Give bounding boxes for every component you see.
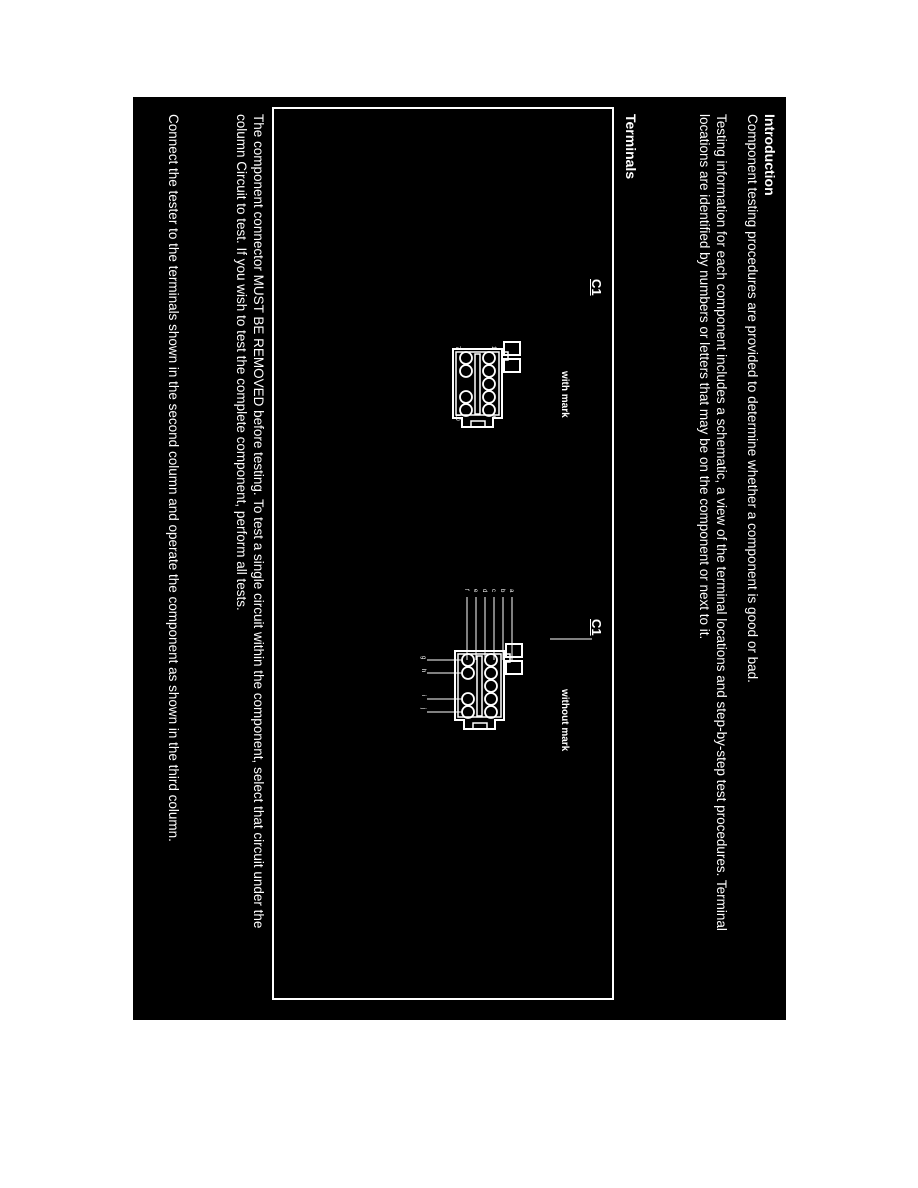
pin-label-b: b xyxy=(499,589,505,593)
caption-with-mark: with mark xyxy=(559,371,570,418)
page-content xyxy=(133,97,786,1020)
testing-info-line-1: Testing information for each component includes a schematic, a view of the terminal locations and step-by-step test procedures. Terminal xyxy=(714,114,729,931)
pin-label-j: j xyxy=(420,708,426,710)
upper-pin-leaders xyxy=(456,589,516,639)
notice-line-1: The component connector MUST BE REMOVED before testing. To test a single circuit within the component, select that circuit under the xyxy=(251,114,266,929)
pin-label-7: 7 xyxy=(454,346,460,350)
testing-info-line-2: locations are identified by numbers or letters that may be on the component or next to it. xyxy=(697,114,712,640)
pin-label-d: d xyxy=(481,589,487,593)
pin-label-a: a xyxy=(508,589,514,593)
terminals-heading: Terminals xyxy=(623,114,639,180)
pin-label-10: 10 xyxy=(454,414,460,421)
pin-label-e: e xyxy=(472,589,478,593)
manual-page xyxy=(133,97,786,1020)
caption-without-mark: without mark xyxy=(559,689,570,752)
connector-with-mark-diagram xyxy=(450,342,560,452)
pin-label-f: f xyxy=(463,589,469,591)
terminals-panel xyxy=(272,107,614,1000)
pin-label-i: i xyxy=(420,695,426,697)
introduction-text: Component testing procedures are provided to determine whether a component is good or bad. xyxy=(745,114,760,683)
introduction-heading: Introduction xyxy=(762,114,778,196)
connect-instruction: Connect the tester to the terminals shown in the second column and operate the component as shown in the third column. xyxy=(166,114,181,842)
pin-label-h: h xyxy=(420,669,426,673)
notice-line-2: column Circuit to test. If you wish to test the complete component, perform all tests. xyxy=(234,114,249,611)
pin-label-6: 6 xyxy=(490,416,496,420)
pin-label-c: c xyxy=(490,589,496,592)
connector-label-with-mark: C1 xyxy=(589,279,604,296)
pin-label-1: 1 xyxy=(490,346,496,350)
pin-label-g: g xyxy=(420,656,426,660)
connector-label-without-mark: C1 xyxy=(589,619,604,636)
